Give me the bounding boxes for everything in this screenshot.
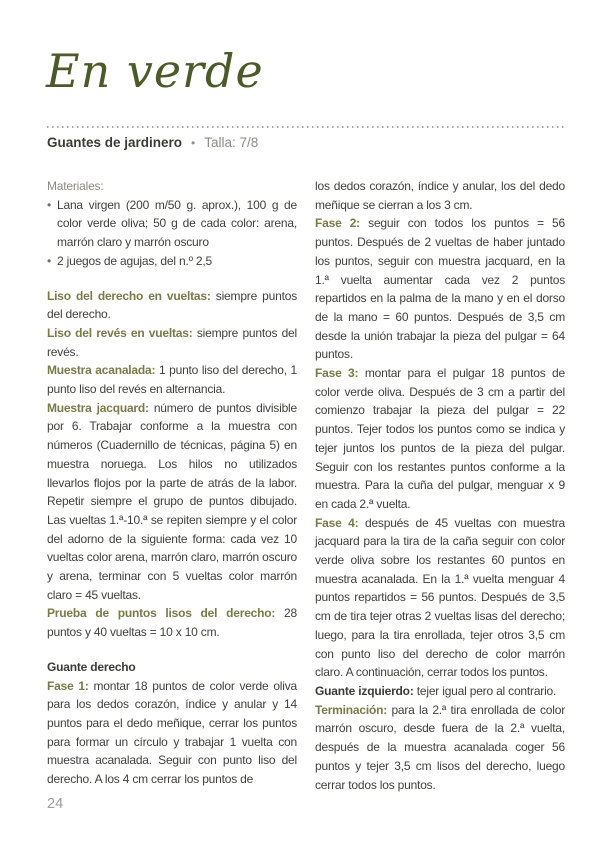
technique-paragraph	[47, 361, 297, 398]
run-in-label: Terminación:	[315, 702, 388, 717]
section-heading: Guante derecho	[47, 659, 136, 674]
run-in-label: Muestra acanalada:	[47, 363, 156, 378]
paragraph-text: montar para el pulgar 18 puntos de color verde oliva. Después de 3 cm a partir del comienzo trabajar la pieza del pulgar = 22 puntos. Tejer todos los puntos como se indica y tejer juntos los puntos de la pieza del pulgar. Seguir con los restantes puntos conforme a la muestra. Para la cuña del pulgar, menguar x 9 en cada 2.ª vuelta.	[315, 366, 565, 511]
paragraph-text: siempre puntos del revés.	[47, 325, 297, 359]
bullet-marker: •	[47, 197, 52, 212]
run-in-label: Fase 2:	[315, 216, 360, 231]
step-paragraph	[47, 677, 297, 789]
run-in-label: Fase 1:	[47, 678, 89, 693]
step-paragraph	[315, 514, 565, 682]
dot-separator-icon: •	[191, 135, 196, 150]
paragraph-text: 28 puntos y 40 vueltas = 10 x 10 cm.	[47, 606, 297, 640]
materials-section	[47, 177, 297, 271]
two-column-layout	[47, 177, 565, 794]
material-item	[47, 252, 297, 271]
step-paragraph	[315, 214, 565, 364]
bullet-marker: •	[47, 253, 52, 268]
material-text: 2 juegos de agujas, del n.º 2,5	[57, 253, 212, 268]
technique-paragraph	[47, 399, 297, 605]
paragraph-text: siempre puntos del derecho.	[47, 288, 297, 322]
run-in-label: Guante izquierdo:	[315, 683, 414, 698]
subtitle-row	[47, 135, 258, 150]
paragraph-text: seguir con todos los puntos = 56 puntos. Después de 2 vueltas de haber juntado los puntos, seguir con muestra jacquard, en la 1.ª vuelta aumentar cada vez 2 puntos repartidos en la palma de la mano y en el dorso de la mano = 60 puntos. Después de 3,5 cm desde la unión trabajar la pieza del pulgar = 64 puntos.	[315, 216, 565, 362]
pattern-name: Guantes de jardinero	[47, 135, 183, 150]
paragraph-text: 1 punto liso del derecho, 1 punto liso del revés en alternancia.	[47, 363, 297, 397]
paragraph-text: tejer igual pero al contrario.	[416, 683, 557, 698]
run-in-label: Fase 4:	[315, 515, 359, 530]
run-in-label: Prueba de puntos lisos del derecho:	[47, 606, 276, 621]
continuation-paragraph: los dedos corazón, índice y anular, los del dedo meñique se cierran a los 3 cm.	[315, 179, 565, 212]
paragraph-text: número de puntos divisible por 6. Trabajar conforme a la muestra con números (Cuadernillo de técnicas, página 5) en muestra noruega. Los hilos no utilizados llevarlos flojos por la parte de atrás de la labor. Repetir siempre el grupo de puntos dibujado. Las vueltas 1.ª-10.ª se repiten siempre y el color del adorno de la siguiente forma: cada vez 10 vueltas color arena, marrón claro, marrón oscuro y arena, terminar con 5 vueltas color marrón claro = 45 vueltas.	[47, 400, 297, 602]
material-item	[47, 196, 297, 252]
run-in-label: Muestra jacquard:	[47, 400, 149, 415]
material-text: Lana virgen (200 m/50 g. aprox.), 100 g de color verde oliva; 50 g de cada color: arena, marrón claro y marrón oscuro	[57, 197, 297, 250]
size-label: Talla: 7/8	[204, 135, 259, 150]
run-in-label: Liso del derecho en vueltas:	[47, 288, 211, 303]
paragraph-text: montar 18 puntos de color verde oliva para los dedos corazón, índice y anular y 14 puntos para el dedo meñique, cerrar los puntos para formar un círculo y trabajar 1 vuelta con muestra acanalada. Seguir con punto liso del derecho. A los 4 cm cerrar los puntos de	[47, 678, 297, 787]
right-column	[315, 177, 565, 794]
run-in-label: Fase 3:	[315, 366, 359, 381]
materials-label: Materiales:	[47, 179, 104, 193]
run-in-label: Liso del revés en vueltas:	[47, 325, 193, 340]
step-paragraph	[315, 701, 565, 795]
paragraph-text: para la 2.ª tira enrollada de color marrón oscuro, desde fuera de la 2.ª vuelta, después de la muestra acanalada coger 56 puntos y tejer 3,5 cm lisos del derecho, luego cerrar todos los puntos.	[315, 702, 565, 792]
step-paragraph	[315, 364, 565, 514]
technique-paragraph	[47, 324, 297, 361]
step-paragraph	[315, 682, 565, 701]
dotted-divider	[47, 126, 565, 128]
left-column	[47, 177, 297, 794]
technique-paragraph	[47, 287, 297, 324]
paragraph-text: después de 45 vueltas con muestra jacquard para la tira de la caña seguir con color verde oliva sobre los restantes 60 puntos en muestra acanalada. En la 1.ª vuelta menguar 4 puntos repartidos = 56 puntos. Después de 3,5 cm de tira tejer otras 2 vueltas lisas del derecho; luego, para la tira enrollada, tejer otros 3,5 cm con punto liso del derecho de color marrón claro. A continuación, cerrar todos los puntos.	[315, 515, 565, 680]
page-number: 24	[47, 796, 64, 812]
page-title: En verde	[46, 44, 264, 98]
technique-paragraph	[47, 604, 297, 641]
